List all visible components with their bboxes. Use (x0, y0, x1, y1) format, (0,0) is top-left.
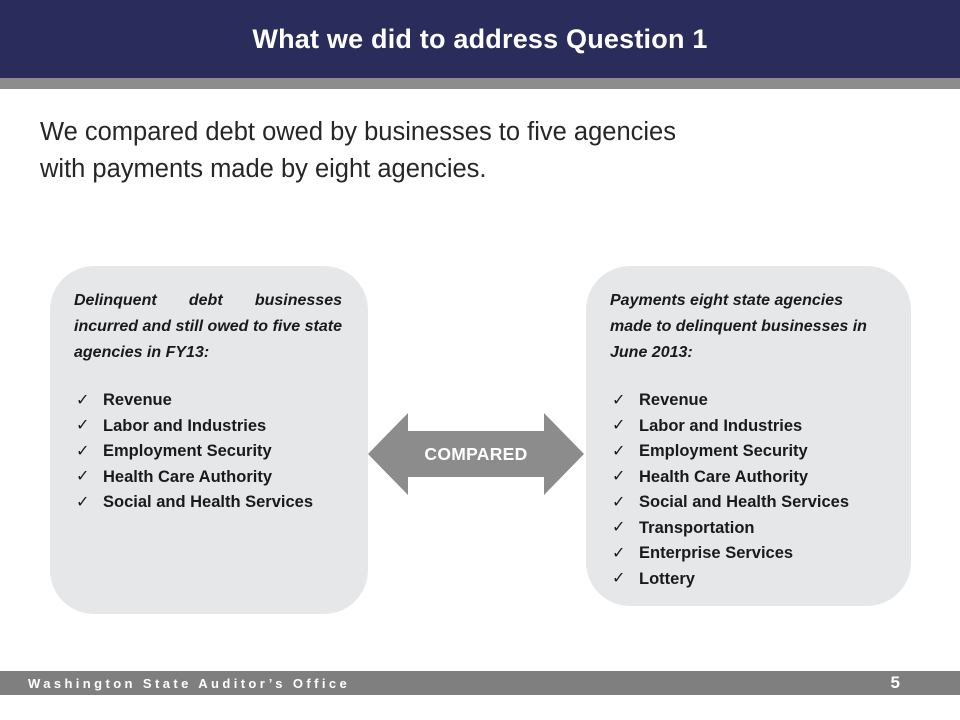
list-item (610, 465, 889, 491)
page-number: 5 (890, 673, 900, 692)
agency-label: Social and Health Services (103, 493, 314, 511)
footer-bar (0, 671, 960, 695)
compared-label: COMPARED (424, 443, 528, 464)
list-item (74, 439, 342, 465)
list-item (610, 516, 889, 542)
list-item (610, 414, 889, 440)
list-item (610, 490, 889, 516)
delinquent-debt-panel (50, 266, 368, 614)
agency-label: Employment Security (639, 442, 808, 460)
agency-label: Lottery (639, 569, 695, 588)
list-item (610, 439, 889, 465)
agency-label: Social and Health Services (639, 493, 850, 511)
check-icon: ✓ (612, 417, 626, 435)
title-bar (0, 0, 960, 78)
payments-heading: Payments eight state agencies made to delinquent businesses in June 2013: (610, 292, 867, 361)
check-icon: ✓ (612, 468, 626, 486)
check-icon: ✓ (76, 442, 90, 460)
check-icon: ✓ (76, 417, 90, 435)
check-icon: ✓ (612, 493, 626, 511)
list-item (610, 388, 889, 414)
agency-label: Revenue (639, 391, 708, 409)
agency-label: Employment Security (103, 442, 272, 460)
agency-label: Labor and Industries (103, 416, 267, 435)
slide-title: What we did to address Question 1 (252, 23, 708, 54)
list-item (74, 414, 342, 440)
agency-label: Health Care Authority (639, 467, 808, 486)
list-item (610, 567, 889, 593)
five-agencies-list (74, 388, 342, 516)
intro-line-1: We compared debt owed by businesses to five agencies (40, 118, 676, 146)
check-icon: ✓ (76, 493, 90, 511)
check-icon: ✓ (612, 391, 626, 409)
agency-label: Enterprise Services (639, 544, 794, 562)
list-item (74, 465, 342, 491)
check-icon: ✓ (612, 519, 626, 537)
check-icon: ✓ (612, 570, 626, 588)
title-underline (0, 78, 960, 89)
check-icon: ✓ (76, 468, 90, 486)
check-icon: ✓ (612, 442, 626, 460)
footer-organization: Washington State Auditor’s Office (28, 675, 351, 691)
payments-panel (586, 266, 911, 606)
intro-line-2: with payments made by eight agencies. (40, 155, 487, 183)
delinquent-debt-heading: Delinquent debt businesses incurred and still owed to five state agencies in FY13: (74, 292, 342, 361)
intro-text (40, 114, 840, 188)
check-icon: ✓ (76, 391, 90, 409)
list-item (610, 541, 889, 567)
eight-agencies-list (610, 388, 889, 592)
list-item (74, 490, 342, 516)
agency-label: Labor and Industries (639, 416, 803, 435)
agency-label: Transportation (639, 518, 755, 537)
agency-label: Revenue (103, 391, 172, 409)
agency-label: Health Care Authority (103, 467, 272, 486)
check-icon: ✓ (612, 544, 626, 562)
list-item (74, 388, 342, 414)
